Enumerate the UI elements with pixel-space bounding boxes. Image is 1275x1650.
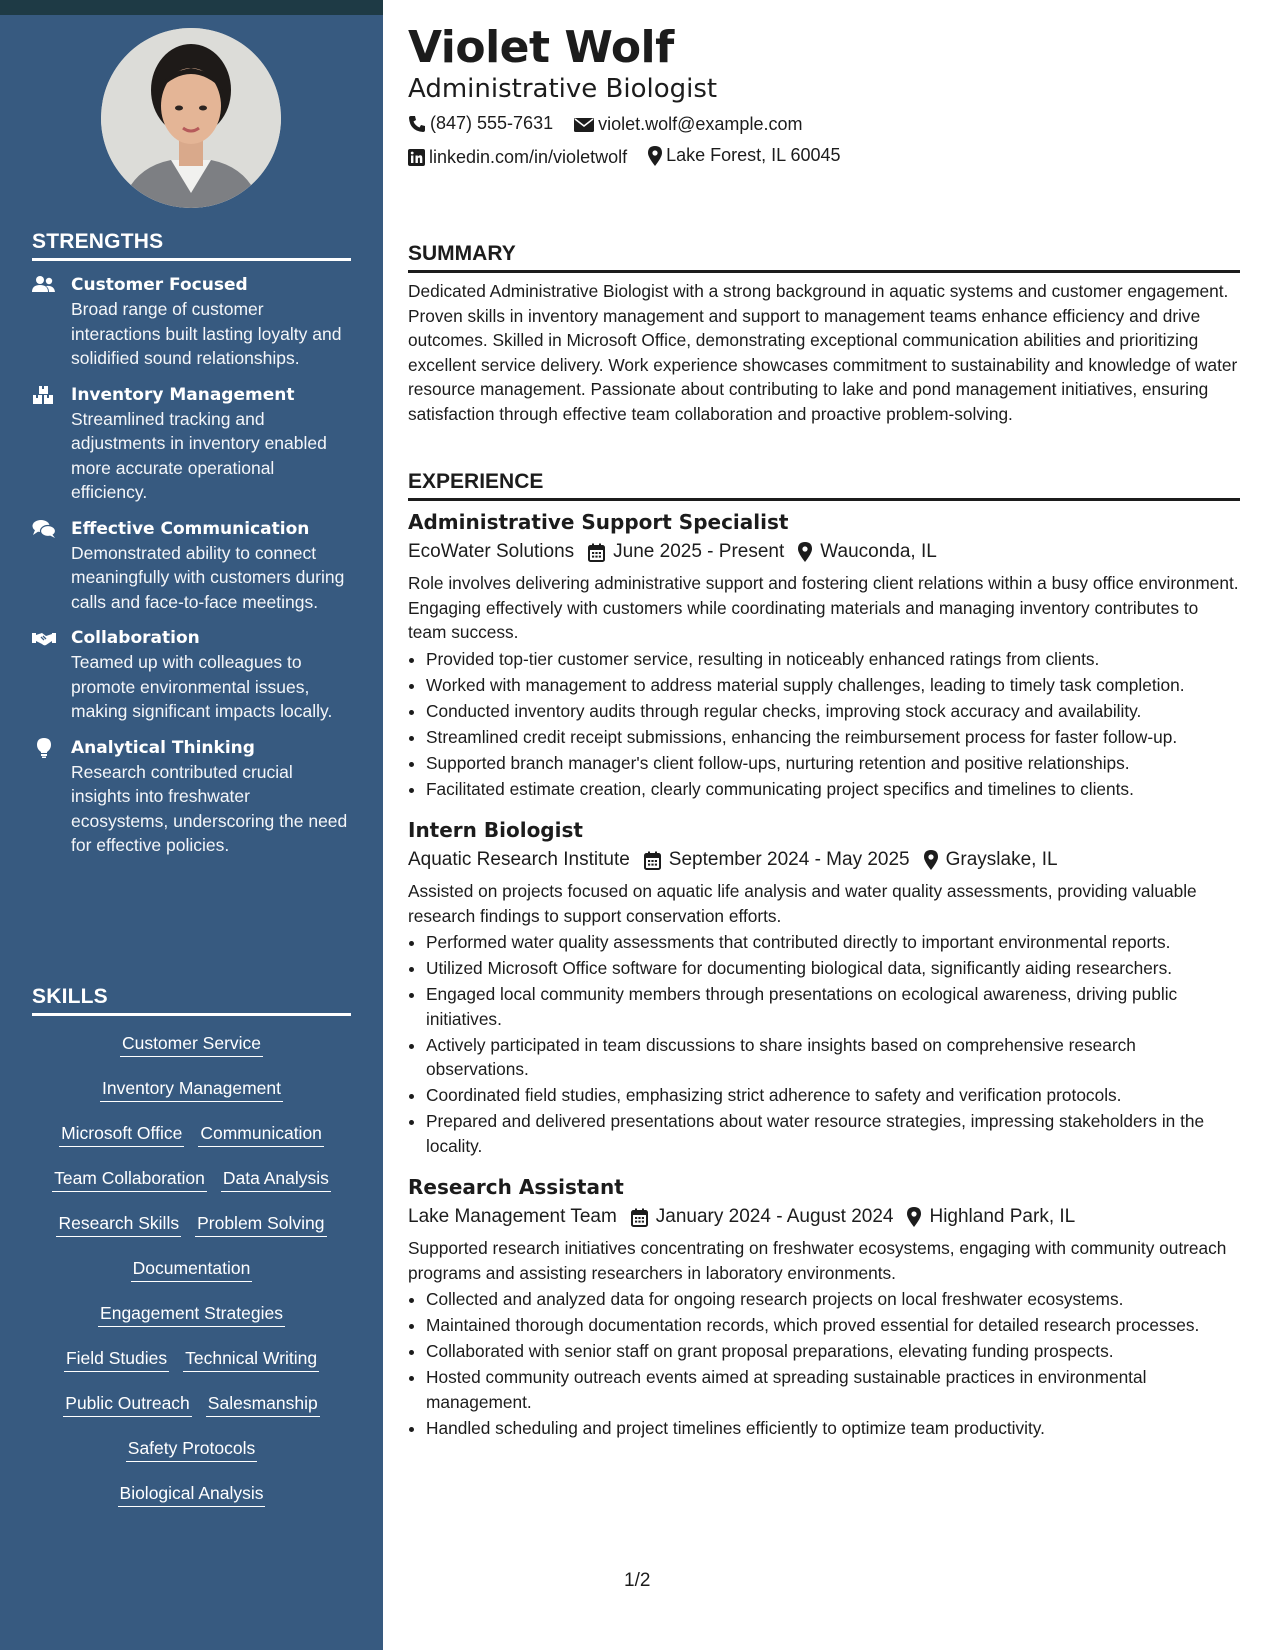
- strength-item: [32, 626, 351, 724]
- skill-row: [32, 1120, 351, 1165]
- map-pin-icon: [648, 146, 662, 166]
- linkedin-contact[interactable]: [408, 147, 627, 168]
- location-contact: [648, 145, 840, 166]
- job-location: Grayslake, IL: [945, 849, 1058, 870]
- job-bullets: [408, 930, 1240, 1158]
- company-name: EcoWater Solutions: [408, 541, 575, 562]
- strength-title: Collaboration: [71, 628, 200, 648]
- experience-heading: EXPERIENCE: [408, 470, 1240, 501]
- job-title: Administrative Support Specialist: [408, 510, 789, 534]
- job-meta: [408, 537, 1240, 567]
- skill-row: [32, 1210, 351, 1255]
- skill-row: [32, 1435, 351, 1480]
- job-bullets: [408, 647, 1240, 802]
- skill-tag: Team Collaboration: [52, 1165, 207, 1192]
- skills-section: [32, 985, 351, 1525]
- profile-photo: [101, 28, 281, 208]
- strength-description: Research contributed crucial insights into freshwater ecosystems, underscoring the need for effective policies.: [71, 761, 348, 855]
- job-bullet: • Actively participated in team discussions to share insights based on comprehensive research observations.: [426, 1033, 1240, 1082]
- skill-tag: Problem Solving: [195, 1210, 326, 1237]
- calendar-icon: [644, 851, 661, 870]
- job-dates: September 2024 - May 2025: [668, 849, 910, 870]
- skill-tag: Field Studies: [64, 1345, 169, 1372]
- calendar-icon: [588, 543, 605, 562]
- skill-row: [32, 1345, 351, 1390]
- job-bullet: • Provided top-tier customer service, resulting in noticeably enhanced ratings from clients.: [426, 647, 1240, 672]
- users-icon: [32, 275, 56, 295]
- skill-tag: Salesmanship: [206, 1390, 320, 1417]
- skill-row: [32, 1255, 351, 1300]
- strength-title: Customer Focused: [71, 275, 248, 295]
- strength-title: Effective Communication: [71, 518, 310, 539]
- job-title: Intern Biologist: [408, 818, 583, 842]
- job-description: Supported research initiatives concentrating on freshwater ecosystems, engaging with community outreach programs and assisting researchers in laboratory environments.: [408, 1238, 1227, 1283]
- strength-title: Analytical Thinking: [71, 737, 255, 758]
- job-bullet: • Handled scheduling and project timelines efficiently to optimize team productivity.: [426, 1416, 1240, 1441]
- summary-heading: SUMMARY: [408, 242, 1240, 273]
- strengths-section: [32, 230, 351, 858]
- skill-row: [32, 1165, 351, 1210]
- handshake-icon: [32, 628, 56, 648]
- linkedin-url: linkedin.com/in/violetwolf: [429, 146, 628, 167]
- strength-description: Broad range of customer interactions built lasting loyalty and solidified sound relationships.: [71, 299, 342, 368]
- skills-list: [32, 1030, 351, 1525]
- job-location: Highland Park, IL: [929, 1206, 1076, 1227]
- skill-tag: Communication: [198, 1120, 324, 1147]
- job-bullet: • Streamlined credit receipt submissions, enhancing the reimbursement process for faster follow-up.: [426, 725, 1240, 750]
- job-list: [408, 507, 1240, 1440]
- email-contact[interactable]: [574, 114, 802, 135]
- job-title-headline: Administrative Biologist: [408, 74, 718, 104]
- job-dates: June 2025 - Present: [613, 541, 785, 562]
- job-bullet: • Supported branch manager's client follow-ups, nurturing retention and positive relationships.: [426, 751, 1240, 776]
- skill-tag: Engagement Strategies: [98, 1300, 285, 1327]
- job-meta: [408, 845, 1240, 875]
- location-text: Lake Forest, IL 60045: [666, 145, 841, 165]
- sidebar: [0, 0, 383, 1650]
- job-bullet: • Facilitated estimate creation, clearly communicating project specifics and timelines to clients.: [426, 777, 1240, 802]
- summary-text: Dedicated Administrative Biologist with a strong background in aquatic systems and customer engagement. Proven skills in inventory management and support to management teams enhance efficiency and drive outcomes. Skilled in Microsoft Office, demonstrating exceptional communication abilities and prioritizing excellent service delivery. Work experience showcases commitment to sustainability and knowledge of water resource management. Passionate about contributing to lake and pond management initiatives, ensuring satisfaction through effective team collaboration and proactive problem-solving.: [408, 281, 1238, 424]
- email-address: violet.wolf@example.com: [598, 114, 803, 134]
- skill-row: [32, 1030, 351, 1075]
- map-pin-icon: [798, 542, 812, 562]
- job-bullet: • Prepared and delivered presentations about water resource strategies, impressing stakeholders in the locality.: [426, 1109, 1240, 1158]
- job-bullets: [408, 1287, 1240, 1440]
- job-bullet: • Maintained thorough documentation records, which proved essential for detailed research processes.: [426, 1313, 1240, 1338]
- linkedin-icon: [408, 149, 425, 166]
- skill-tag: Technical Writing: [183, 1345, 319, 1372]
- job-entry: [408, 815, 1240, 1158]
- job-entry: [408, 507, 1240, 801]
- skill-row: [32, 1480, 351, 1525]
- phone-icon: [408, 115, 426, 133]
- experience-section: [408, 470, 1240, 1442]
- job-bullet: • Conducted inventory audits through regular checks, improving stock accuracy and availability.: [426, 699, 1240, 724]
- strength-title: Inventory Management: [71, 384, 295, 405]
- company-name: Aquatic Research Institute: [408, 849, 630, 870]
- map-pin-icon: [907, 1207, 921, 1227]
- skills-heading: SKILLS: [32, 985, 351, 1016]
- strength-description: Teamed up with colleagues to promote environmental issues, making significant impacts locally.: [71, 652, 333, 721]
- skill-row: [32, 1300, 351, 1345]
- lightbulb-icon: [32, 738, 56, 758]
- job-bullet: • Collaborated with senior staff on grant proposal preparations, elevating funding prospects.: [426, 1339, 1240, 1364]
- map-pin-icon: [924, 850, 938, 870]
- skill-tag: Inventory Management: [100, 1075, 283, 1102]
- summary-section: [408, 242, 1240, 426]
- portrait-image: [101, 28, 281, 208]
- strength-item: [32, 273, 351, 371]
- job-bullet: • Engaged local community members through presentations on ecological awareness, driving public initiatives.: [426, 982, 1240, 1031]
- skill-tag: Research Skills: [56, 1210, 181, 1237]
- skill-tag: Microsoft Office: [59, 1120, 184, 1147]
- skill-tag: Safety Protocols: [126, 1435, 257, 1462]
- job-bullet: • Collected and analyzed data for ongoing research projects on local freshwater ecosystems.: [426, 1287, 1240, 1312]
- skill-tag: Data Analysis: [221, 1165, 331, 1192]
- job-dates: January 2024 - August 2024: [655, 1206, 894, 1227]
- job-bullet: • Worked with management to address material supply challenges, leading to timely task completion.: [426, 673, 1240, 698]
- person-name: Violet Wolf: [408, 22, 674, 73]
- skill-row: [32, 1390, 351, 1435]
- job-bullet: • Utilized Microsoft Office software for documenting biological data, significantly aiding researchers.: [426, 956, 1240, 981]
- job-location: Wauconda, IL: [820, 541, 937, 562]
- job-bullet: • Performed water quality assessments that contributed directly to important environmental reports.: [426, 930, 1240, 955]
- phone-number: (847) 555-7631: [430, 113, 554, 133]
- page-number: 1/2: [624, 1570, 651, 1591]
- boxes-icon: [32, 385, 56, 405]
- strength-description: Demonstrated ability to connect meaningfully with customers during calls and face-to-face meetings.: [71, 542, 345, 612]
- strength-item: [32, 736, 351, 858]
- strengths-heading: STRENGTHS: [32, 230, 351, 261]
- company-name: Lake Management Team: [408, 1206, 617, 1227]
- skill-tag: Public Outreach: [63, 1390, 192, 1417]
- contact-row-1: [408, 113, 818, 138]
- job-bullet: • Coordinated field studies, emphasizing strict adherence to safety and verification protocols.: [426, 1083, 1240, 1108]
- job-meta: [408, 1202, 1240, 1232]
- skill-tag: Documentation: [131, 1255, 253, 1282]
- job-description: Assisted on projects focused on aquatic life analysis and water quality assessments, providing valuable research findings to support conservation efforts.: [408, 881, 1197, 926]
- comments-icon: [32, 519, 56, 539]
- envelope-icon: [574, 117, 594, 133]
- skill-tag: Customer Service: [120, 1030, 263, 1057]
- job-description: Role involves delivering administrative support and fostering client relations within a busy office environment. Engaging effectively with customers while coordinating materials and managing inventory contributes to team success.: [408, 573, 1239, 642]
- strength-item: [32, 517, 351, 615]
- phone-contact[interactable]: [408, 113, 553, 134]
- calendar-icon: [631, 1208, 648, 1227]
- job-entry: [408, 1172, 1240, 1440]
- strength-item: [32, 383, 351, 505]
- skill-row: [32, 1075, 351, 1120]
- strength-description: Streamlined tracking and adjustments in inventory enabled more accurate operational efficiency.: [71, 408, 327, 502]
- job-title: Research Assistant: [408, 1175, 624, 1199]
- contact-row-2: [408, 145, 857, 171]
- skill-tag: Biological Analysis: [118, 1480, 266, 1507]
- job-bullet: • Hosted community outreach events aimed at spreading sustainable practices in environmental management.: [426, 1365, 1240, 1414]
- sidebar-top-bar: [0, 0, 383, 15]
